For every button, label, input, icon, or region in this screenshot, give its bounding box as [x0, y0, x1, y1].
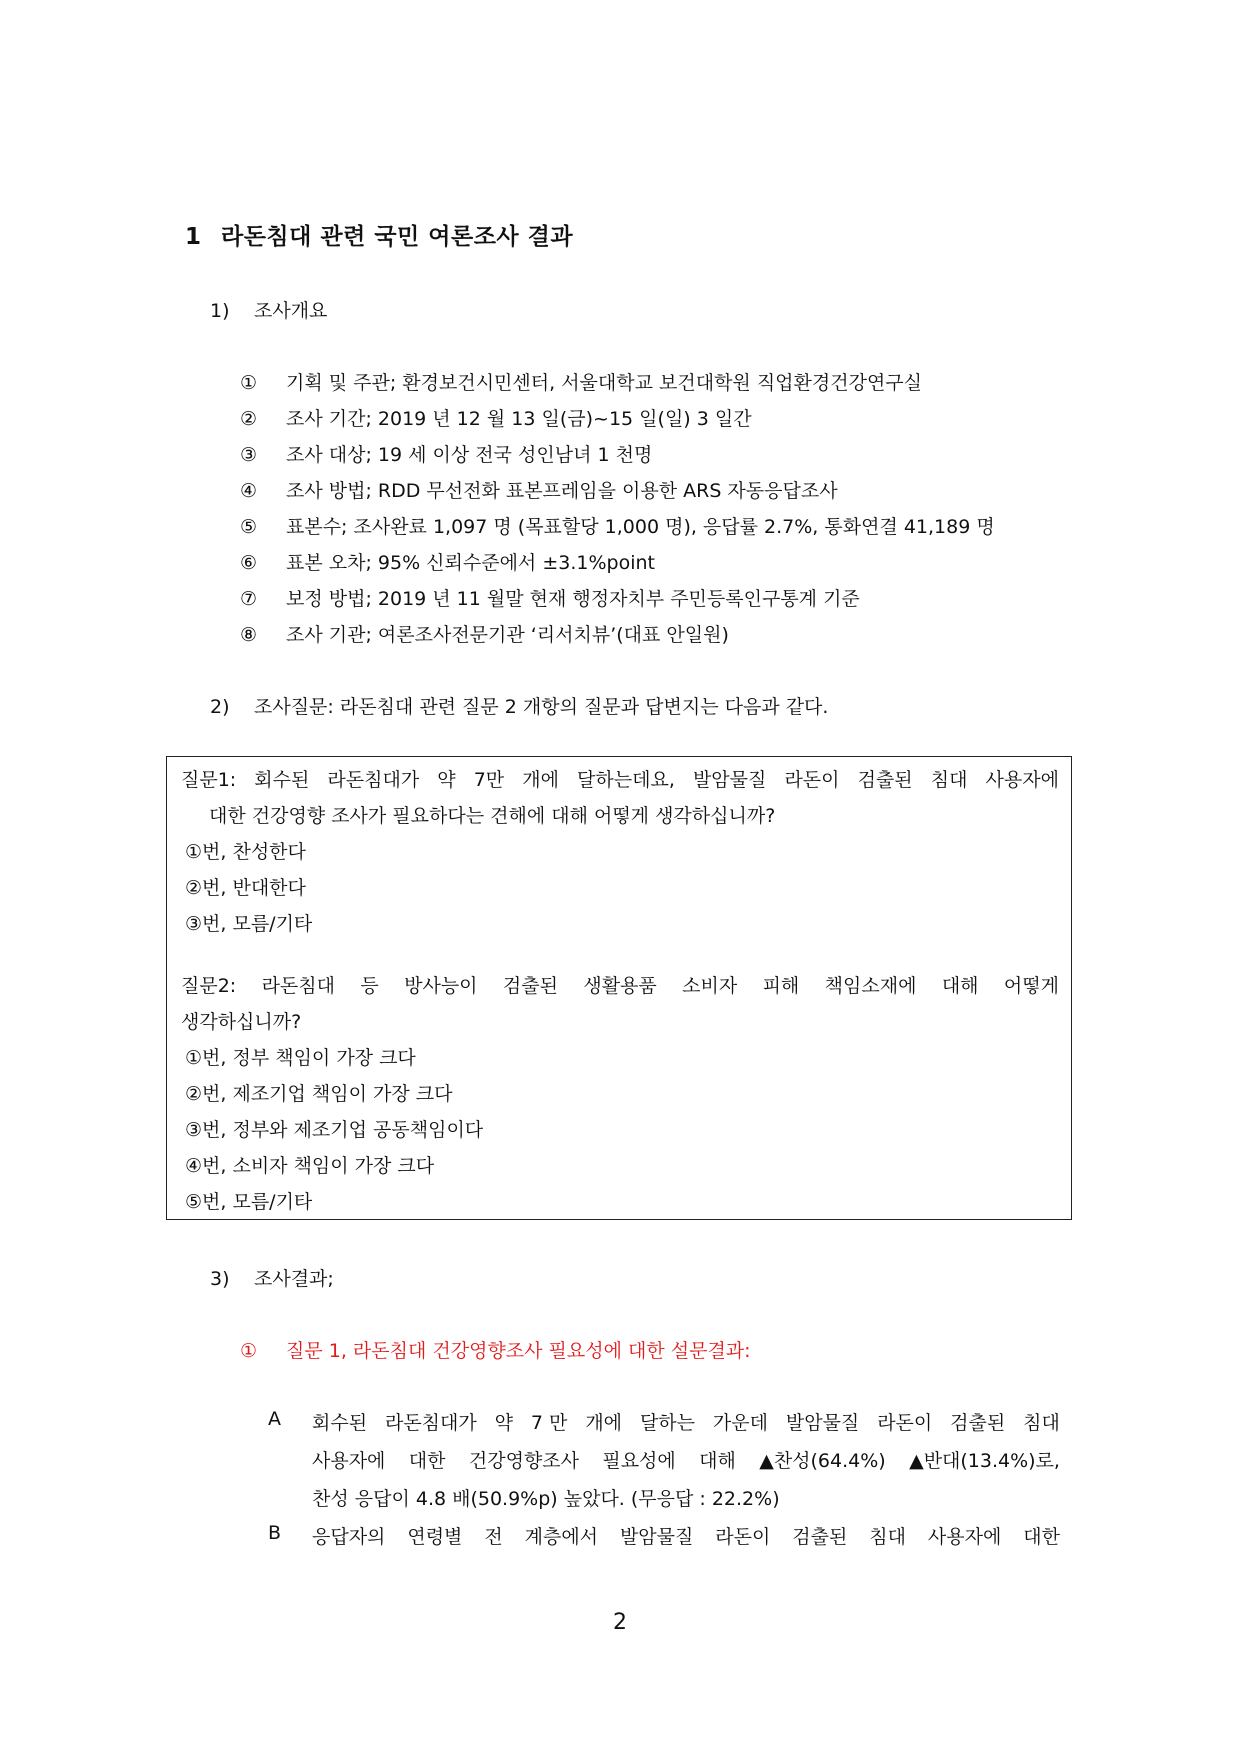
overview-item: [240, 440, 652, 467]
b-word: 침대: [869, 1526, 906, 1548]
a-word: 가운데: [712, 1412, 768, 1434]
overview-number: 1): [210, 300, 230, 322]
item-mark: ⑥: [240, 552, 258, 574]
item-mark: ⑦: [240, 588, 258, 610]
overview-item: [240, 368, 922, 395]
item-text: 조사 대상; 19 세 이상 전국 성인남녀 1 천명: [286, 444, 653, 466]
item-text: 조사 방법; RDD 무선전화 표본프레임을 이용한 ARS 자동응답조사: [286, 480, 838, 502]
a-word: 검출된: [950, 1412, 1006, 1434]
q1-word: 약: [437, 769, 456, 791]
b-word: 계층에서: [524, 1526, 599, 1548]
overview-heading: [210, 296, 327, 323]
questions-intro: [210, 692, 828, 719]
b-word: 발암물질: [619, 1526, 694, 1548]
a-word: 라돈이: [877, 1412, 933, 1434]
item-mark: ③: [240, 444, 258, 466]
q1-word: 침대: [930, 769, 968, 791]
item-text: 조사 기간; 2019 년 12 월 13 일(금)~15 일(일) 3 일간: [286, 408, 752, 430]
b-word: 연령별: [407, 1526, 463, 1548]
q2-word: 검출된: [502, 975, 558, 997]
q2-word: 라돈침대: [261, 975, 335, 997]
q1-word: 달하는데요,: [577, 769, 675, 791]
b-word: 사용자에: [927, 1526, 1002, 1548]
a-word: 회수된: [312, 1412, 368, 1434]
section-number: 1: [185, 224, 202, 250]
q2-word: 생활용품: [583, 975, 657, 997]
q1-word: 회수된: [254, 769, 310, 791]
overview-item: [240, 476, 838, 503]
a-word: 침대: [1023, 1412, 1060, 1434]
a-word: 달하는: [639, 1412, 695, 1434]
q1-result-heading: [240, 1336, 751, 1363]
overview-item: [240, 584, 860, 611]
item-mark: ⑧: [240, 624, 258, 646]
a-word: ▲반대(13.4%)로,: [909, 1450, 1060, 1472]
item-text: 조사 기관; 여론조사전문기관 ‘리서치뷰’(대표 안일원): [286, 624, 729, 646]
result-b-letter: [268, 1522, 312, 1544]
overview-item: [240, 404, 752, 431]
q1-word: 사용자에: [985, 769, 1059, 791]
q2-option: ③번, 정부와 제조기업 공동책임이다: [185, 1119, 484, 1141]
b-word: 전: [484, 1526, 503, 1548]
a-word: 개에: [585, 1412, 623, 1434]
a-word: 사용자에: [312, 1450, 386, 1472]
q2-option: ①번, 정부 책임이 가장 크다: [185, 1047, 416, 1069]
questions-number: 2): [210, 696, 230, 718]
a-word: 라돈침대가: [384, 1412, 477, 1434]
q2-word: 등: [360, 975, 379, 997]
q1-option: ②번, 반대한다: [185, 877, 306, 899]
q1-word: 개에: [522, 769, 559, 791]
result-b-line1: [312, 1522, 1060, 1549]
letter-b: B: [268, 1522, 282, 1544]
q2-line1: [181, 971, 1059, 998]
a-word: 약: [494, 1412, 514, 1434]
results-heading: [210, 1264, 334, 1291]
b-word: 검출된: [792, 1526, 848, 1548]
a-word: 발암물질: [785, 1412, 860, 1434]
results-title: 조사결과;: [254, 1268, 334, 1290]
section-heading: [185, 218, 573, 251]
section-title: 라돈침대 관련 국민 여론조사 결과: [221, 224, 574, 250]
item-text: 표본수; 조사완료 1,097 명 (목표할당 1,000 명), 응답률 2.7%, 통화연결 41,189 명: [286, 516, 995, 538]
overview-item: [240, 512, 995, 539]
q1-word: 라돈이: [784, 769, 840, 791]
q1-word: 라돈침대가: [327, 769, 420, 791]
item-text: 표본 오차; 95% 신뢰수준에서 ±3.1%point: [286, 552, 655, 574]
a-word: 필요성에: [602, 1450, 676, 1472]
overview-item: [240, 548, 655, 575]
item-mark: ①: [240, 372, 258, 394]
result-a-letter: [268, 1408, 312, 1430]
item-mark: ②: [240, 408, 258, 430]
a-word: 대해: [699, 1450, 736, 1472]
a-word: ▲찬성(64.4%): [759, 1450, 886, 1472]
item-text: 기획 및 주관; 환경보건시민센터, 서울대학교 보건대학원 직업환경건강연구실: [286, 372, 923, 394]
results-number: 3): [210, 1268, 230, 1290]
q1-line2: 대한 건강영향 조사가 필요하다는 견해에 대해 어떻게 생각하십니까?: [209, 805, 776, 827]
question-box: [166, 756, 1072, 1220]
q1-option: ①번, 찬성한다: [185, 841, 306, 863]
q2-word: 질문2:: [181, 975, 237, 997]
q2-option: ②번, 제조기업 책임이 가장 크다: [185, 1083, 453, 1105]
result-a-line2: [312, 1446, 1060, 1473]
q1-word: 발암물질: [692, 769, 767, 791]
a-word: 대한: [408, 1450, 446, 1472]
q1-result-title: 질문 1, 라돈침대 건강영향조사 필요성에 대한 설문결과:: [286, 1340, 751, 1362]
questions-intro-text: 조사질문: 라돈침대 관련 질문 2 개항의 질문과 답변지는 다음과 같다.: [254, 696, 829, 718]
item-text: 보정 방법; 2019 년 11 월말 현재 행정자치부 주민등록인구통계 기준: [286, 588, 860, 610]
q2-word: 소비자: [682, 975, 738, 997]
letter-a: A: [268, 1408, 281, 1430]
q2-word: 책임소재에: [824, 975, 917, 997]
item-mark: ④: [240, 480, 258, 502]
q1-word: 질문1:: [181, 769, 237, 791]
overview-item: [240, 620, 729, 647]
q1-line1: [181, 765, 1059, 792]
q2-word: 대해: [941, 975, 979, 997]
result-a-line1: [312, 1408, 1060, 1435]
a-word: 건강영향조사: [468, 1450, 579, 1472]
result-a-line3: 찬성 응답이 4.8 배(50.9%p) 높았다. (무응답 : 22.2%): [312, 1488, 780, 1510]
item-mark: ⑤: [240, 516, 258, 538]
q2-option: ⑤번, 모름/기타: [185, 1191, 313, 1213]
q2-word: 피해: [762, 975, 800, 997]
b-word: 응답자의: [312, 1526, 386, 1548]
q2-word: 어떻게: [1003, 975, 1059, 997]
a-word: 7 만: [530, 1412, 568, 1434]
q1-option: ③번, 모름/기타: [185, 913, 313, 935]
b-word: 라돈이: [715, 1526, 771, 1548]
page-number: 2: [613, 1610, 627, 1635]
b-word: 대한: [1023, 1526, 1060, 1548]
q1-word: 검출된: [857, 769, 913, 791]
q2-word: 방사능이: [404, 975, 478, 997]
q2-option: ④번, 소비자 책임이 가장 크다: [185, 1155, 435, 1177]
q2-line2: 생각하십니까?: [181, 1011, 302, 1033]
overview-title: 조사개요: [254, 300, 328, 322]
q1-word: 7만: [473, 769, 505, 791]
q1-result-mark: ①: [240, 1340, 258, 1362]
